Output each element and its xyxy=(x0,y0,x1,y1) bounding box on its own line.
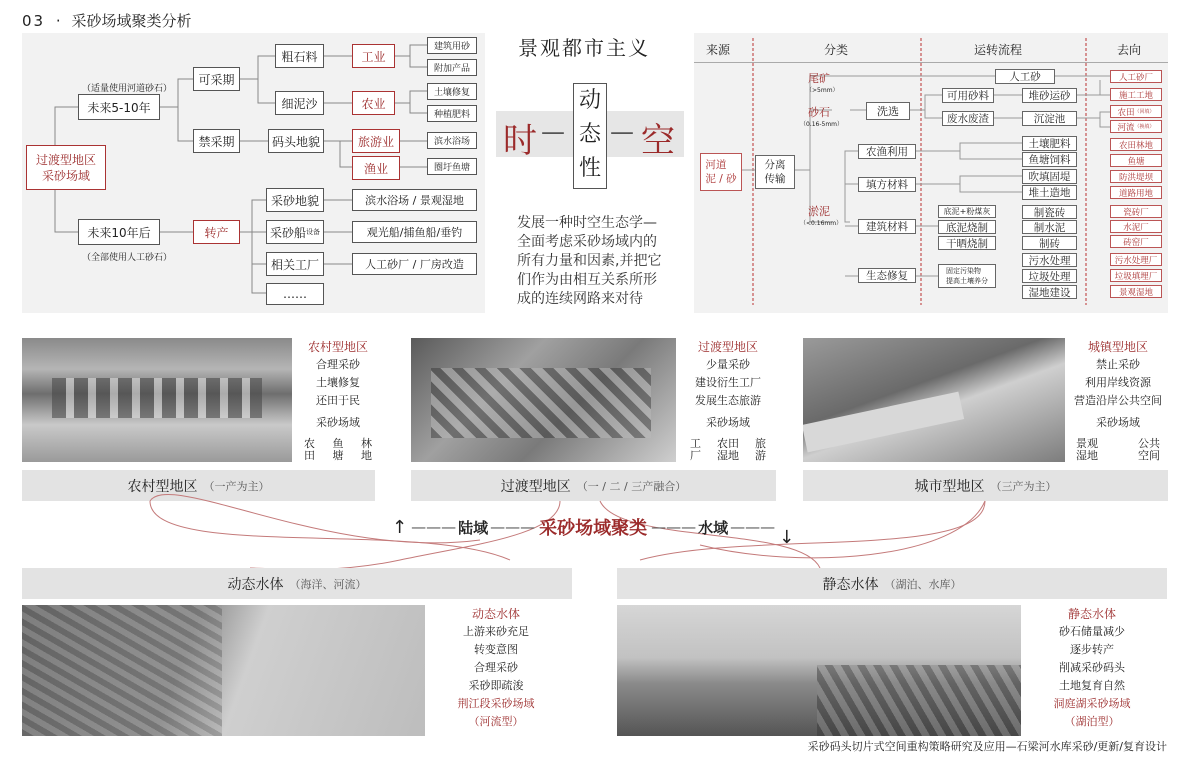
rural-caption: 农村型地区 合理采砂 土壤修复 还田于民 采砂场域 xyxy=(307,340,368,429)
dest-11: 污水处理厂 xyxy=(1110,253,1162,266)
header: 03 · 采砂场域聚类分析 xyxy=(22,12,192,30)
xinisha-box: 细泥沙 xyxy=(275,91,324,115)
dynamic-water-photo xyxy=(22,605,425,736)
flow-header-class: 分类 xyxy=(824,43,849,57)
dest-6: 防洪堤坝 xyxy=(1110,170,1162,183)
fujia-box: 附加产品 xyxy=(427,59,477,76)
binshui2-box: 滨水浴场 / 景观湿地 xyxy=(352,189,477,211)
footer-caption: 采砂码头切片式空间重构策略研究及应用—石梁河水库采砂/更新/复育设计 xyxy=(807,740,1167,753)
lvyou-box: 旅游业 xyxy=(352,129,400,153)
static-water-caption: 静态水体 砂石储量减少 逐步转产 削减采砂码头 土地复育自然 洞庭湖采砂场域 （湖泊型） xyxy=(1053,607,1131,728)
section-number: 03 xyxy=(22,12,46,30)
gongye-box: 工业 xyxy=(352,44,395,68)
dest-5: 鱼塘 xyxy=(1110,154,1162,167)
future2-note: （全部使用人工砂石） xyxy=(82,253,173,263)
future1-box: 未来5-10年 xyxy=(78,94,160,120)
band-dynamic-water: 动态水体 （海洋、河流） xyxy=(22,568,572,599)
flow-header-process: 运转流程 xyxy=(974,43,1023,57)
quanyu-box: 圈圩鱼塘 xyxy=(427,158,477,175)
flow-separate: 分离 传输 xyxy=(755,155,795,189)
rengong-box: 人工砂厂 / 厂房改造 xyxy=(352,253,477,275)
caisha-chuan-box: 采砂船 设备 xyxy=(266,220,324,244)
dynamic-box: 动 态 性 xyxy=(573,83,607,189)
dest-8: 瓷砖厂 xyxy=(1110,205,1162,218)
cluster-title: 采砂场域聚类 xyxy=(539,518,648,539)
nongye-box: 农业 xyxy=(352,91,395,115)
dest-7: 道路用地 xyxy=(1110,186,1162,199)
static-water-photo xyxy=(617,605,1021,736)
root-box: 过渡型地区 采砂场域 xyxy=(26,145,106,190)
band-urban: 城市型地区 （三产为主） xyxy=(803,470,1168,501)
yuye-box: 渔业 xyxy=(352,156,400,180)
dest-2: 农田 （回填） xyxy=(1110,105,1162,118)
turang-box: 土壤修复 xyxy=(427,83,477,100)
center-text: 发展一种时空生态学— 全面考虑采砂场域内的 所有力量和因素,并把它 们作为由相互关系所形 成的连续网路来对待 xyxy=(517,215,662,307)
band-transition: 过渡型地区 （一 / 二 / 三产融合） xyxy=(411,470,776,501)
kecai-box: 可采期 xyxy=(193,67,240,91)
cushiliao-box: 粗石料 xyxy=(275,44,324,68)
flow-header-source: 来源 xyxy=(706,43,731,57)
zhongzhi-box: 种植肥料 xyxy=(427,105,477,122)
dest-1: 施工工地 xyxy=(1110,88,1162,101)
shi-char: 时 xyxy=(503,121,537,161)
dest-13: 景观湿地 xyxy=(1110,285,1162,298)
xiangguan-box: 相关工厂 xyxy=(266,252,324,276)
urban-caption: 城镇型地区 禁止采砂 利用岸线资源 营造沿岸公共空间 采砂场域 xyxy=(1074,340,1162,429)
binshui-box: 滨水浴场 xyxy=(427,132,477,149)
dots-box: …… xyxy=(266,283,324,305)
page-title: 采砂场域聚类分析 xyxy=(71,12,192,30)
kong-char: 空 xyxy=(641,121,675,161)
matou-box: 码头地貌 xyxy=(268,129,324,153)
center-title: 景观都市主义 xyxy=(518,36,650,60)
future2-box: 未来10年后 xyxy=(78,219,160,245)
jincai-box: 禁采期 xyxy=(193,129,240,153)
flow-header-dest: 去向 xyxy=(1117,43,1142,57)
cluster-row: ↑ ——— 陆域 ——— 采砂场域聚类 ——— 水域 ——— ↓ xyxy=(392,514,794,540)
jianzhu-box: 建筑用砂 xyxy=(427,37,477,54)
dest-3: 河流 （换填） xyxy=(1110,120,1162,133)
dest-12: 垃圾填埋厂 xyxy=(1110,269,1162,282)
band-static-water: 静态水体 （湖泊、水库） xyxy=(617,568,1167,599)
dest-0: 人工砂厂 xyxy=(1110,70,1162,83)
transition-caption: 过渡型地区 少量采砂 建设衍生工厂 发展生态旅游 采砂场域 xyxy=(695,340,761,429)
flow-xixuan: 洗选 xyxy=(866,102,910,120)
caisha-dimao-box: 采砂地貌 xyxy=(266,188,324,212)
future1-note: （适量使用河道砂石） xyxy=(82,84,173,94)
dest-10: 砖窑厂 xyxy=(1110,235,1162,248)
band-rural: 农村型地区 （一产为主） xyxy=(22,470,375,501)
dest-9: 水泥厂 xyxy=(1110,220,1162,233)
dynamic-water-caption: 动态水体 上游来砂充足 转变意图 合理采砂 采砂即疏浚 荆江段采砂场域 （河流型） xyxy=(457,607,535,728)
flow-source: 河道 泥 / 砂 xyxy=(700,153,742,191)
dest-4: 农田林地 xyxy=(1110,138,1162,151)
zhuanchan-box: 转产 xyxy=(193,220,240,244)
guanguang-box: 观光船/捕鱼船/垂钓 xyxy=(352,221,477,243)
